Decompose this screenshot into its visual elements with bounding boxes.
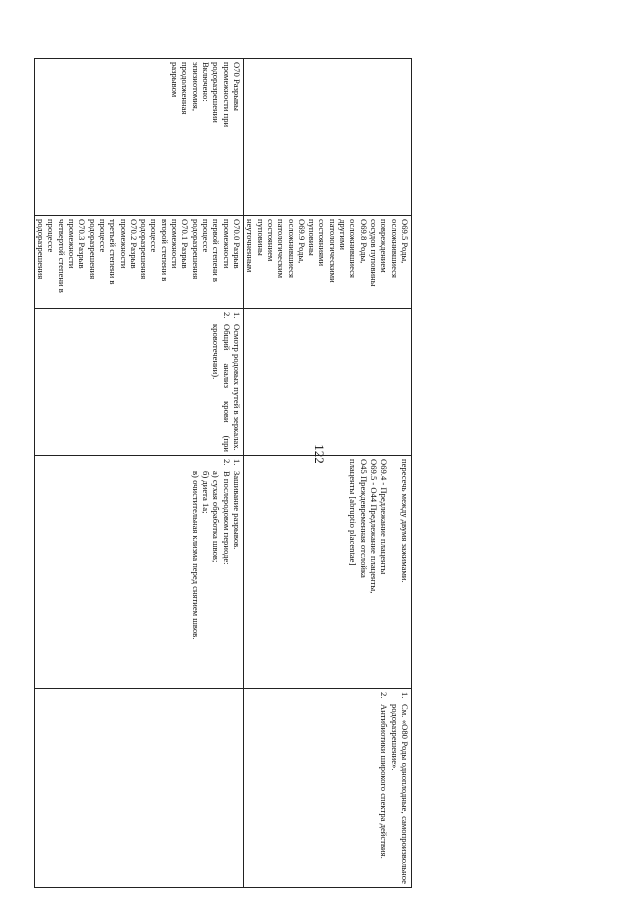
text-line: процессе (201, 219, 212, 253)
text-line: О69.4 - Предлежание плаценты (379, 459, 390, 575)
text-line: процессе (97, 219, 108, 253)
list-item-text: Зашивание разрывов. (232, 471, 242, 550)
list-item-number: 1. (232, 459, 242, 466)
text-line: родоразрешения (87, 219, 98, 280)
list-item-number (211, 459, 221, 471)
text-line: разрывом (170, 62, 181, 98)
text-line: плаценты [abruptio placentae] (348, 459, 359, 566)
list-item-number: 2. (221, 312, 232, 319)
text-line: родоразрешения (139, 219, 150, 280)
diagnosis-group-cell (34, 59, 243, 216)
text-line: третьей степени в (108, 219, 119, 285)
text-line: процессе (46, 219, 57, 253)
text-line: четвертой степени в (56, 219, 67, 293)
list-item-number (201, 459, 211, 471)
text-line: О69.5 - О44 Предлежание плаценты, (369, 459, 380, 594)
text-line: эпизиотомия, (190, 62, 201, 111)
text-line: второй степени в (159, 219, 170, 282)
text-line: родоразрешении (211, 62, 222, 123)
diagnosis-codes-cell (34, 216, 243, 309)
text-line: патологическими (327, 219, 338, 283)
text-line: О69.8 Роды, (358, 219, 369, 264)
text-line: Включено: (201, 62, 212, 102)
treatment-list (190, 459, 242, 685)
list-item-text: а) сухая обработка швов; (211, 471, 222, 563)
text-line: сосудов пуповины (369, 219, 380, 287)
text-line: промежности (67, 219, 77, 269)
list-item-number: 1. (232, 312, 242, 319)
text-line: пуповины (255, 219, 266, 256)
text-line: О70.1 Разрыв (180, 219, 191, 269)
list-item (232, 459, 242, 685)
diagnosis-codes-cell (244, 216, 412, 309)
list-item-text: См. «О80 Роды одноплодные, самопроизвольное родоразрешение». (389, 704, 410, 884)
list-item-text: в) очистительная клизма перед снятием швов. (190, 471, 201, 640)
text-line: О45 Преждевременная отслойка (358, 459, 369, 578)
list-item-number: 2. (221, 459, 232, 466)
text-line: неуточненным (245, 219, 256, 273)
list-item-number (190, 459, 200, 471)
list-item-number: 2. (379, 692, 390, 699)
text-line: пересечь между двумя зажимами. (400, 459, 410, 583)
page-number: 122 (312, 444, 327, 464)
text-line: промежности (170, 219, 181, 269)
notes-list (379, 692, 410, 884)
text-line: О70.3 Разрыв (77, 219, 88, 269)
text-line: промежности (118, 219, 129, 269)
clinical-protocol-table (34, 58, 412, 888)
table-row (244, 59, 412, 888)
text-line: осложнившиеся (348, 219, 359, 278)
text-line: пуповины (307, 219, 318, 256)
diagnosis-group-cell (244, 59, 412, 216)
text-line: первой степени в (211, 219, 222, 282)
text-line: О70.2 Разрыв (128, 219, 139, 269)
treatment-cell (34, 456, 243, 689)
list-item (389, 692, 410, 884)
list-item (221, 459, 231, 685)
text-line: промежности при (221, 62, 232, 128)
text-line: повреждением (379, 219, 390, 273)
treatment-cell (244, 456, 412, 689)
notes-cell (34, 689, 243, 888)
list-item-number: 1. (400, 692, 410, 699)
text-line: О69.9 Роды, (296, 219, 307, 264)
clinical-protocol-table-frame (36, 58, 412, 884)
notes-cell (244, 689, 412, 888)
text-line: состояниями (317, 219, 328, 267)
list-item (379, 692, 389, 884)
list-item-text: б) диета 1а; (201, 471, 212, 514)
diagnostics-cell (244, 309, 412, 456)
list-item-text: Общий анализ крови (при кровотечении). (211, 324, 232, 452)
list-item (190, 459, 200, 685)
list-item (232, 312, 242, 452)
list-item (211, 312, 232, 452)
table-row (34, 59, 243, 888)
text-line: осложнившиеся (286, 219, 297, 278)
text-line: О69.5 Роды, (400, 219, 410, 264)
diagnostics-cell (34, 309, 243, 456)
text-line: родоразрешения (36, 219, 47, 280)
text-line: О70.0 Разрыв (232, 219, 242, 269)
list-item-text: Осмотр родовых путей в зеркалах. (232, 324, 242, 451)
list-item-text: В послеродовом периоде: (221, 471, 232, 565)
text-line: процессе (149, 219, 160, 253)
text-line: промежности (221, 219, 232, 269)
text-line: О70 Разрывы (232, 62, 242, 111)
text-line: родоразрешения (190, 219, 201, 280)
list-item (211, 459, 221, 685)
text-line: патологическим (276, 219, 287, 279)
text-line: продолженная (180, 62, 191, 115)
text-line: состоянием (265, 219, 276, 262)
text-line: осложнившиеся (389, 219, 400, 278)
diagnostics-list (211, 312, 242, 452)
text-line (389, 459, 399, 685)
list-item-text: Антибиотики широкого спектра действия. (379, 704, 390, 859)
text-line: другими (338, 219, 349, 251)
list-item (201, 459, 211, 685)
